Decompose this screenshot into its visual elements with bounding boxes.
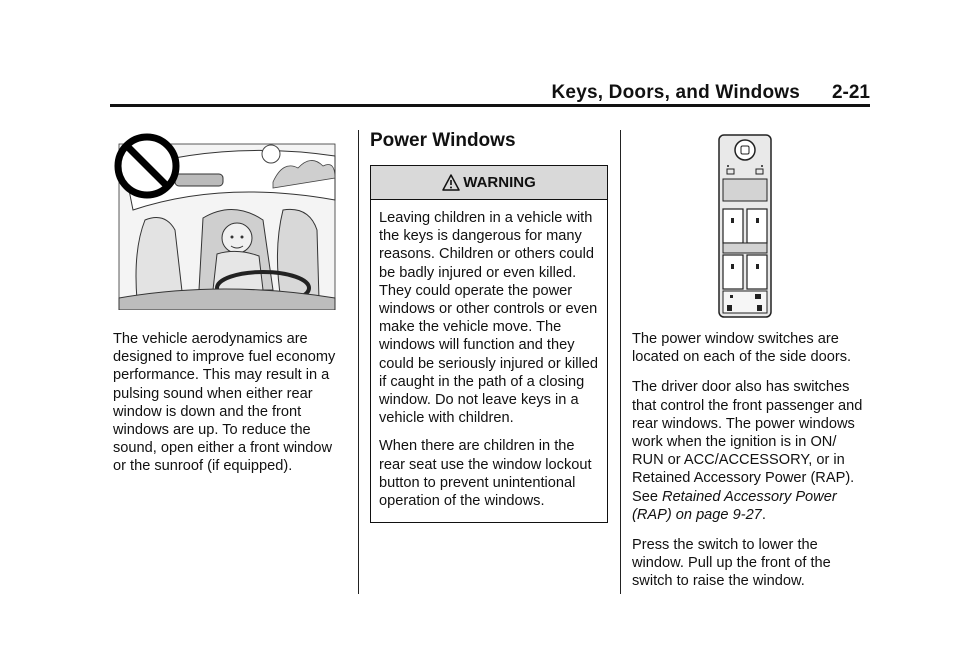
no-child-in-car-illustration (113, 130, 336, 310)
warning-paragraph-2: When there are children in the rear seat use the window lockout button to prevent unintentional operation of the windows. (379, 438, 592, 510)
warning-triangle-icon (442, 174, 460, 191)
left-column (113, 330, 343, 488)
rap-reference-link[interactable]: Retained Accessory Power (RAP) on page 9-27 (632, 488, 837, 523)
driver-door-paragraph (632, 378, 872, 524)
driver-door-suffix: . (761, 506, 766, 523)
aerodynamics-paragraph: The vehicle aerodynamics are designed to improve fuel economy performance. This may result in a pulsing sound when either rear window is down and the front windows are up. To reduce the sound, open either a front window or the sunroof (if equipped). (113, 331, 336, 475)
column-divider-left (358, 130, 359, 594)
switch-location-paragraph: The power window switches are located on each of the side doors. (632, 331, 852, 366)
middle-column (370, 130, 610, 523)
warning-body (371, 200, 607, 522)
driver-door-text: The driver door also has switches that control the front passenger and rear windows. The power windows work when the ignition is in ON/ RUN or ACC/ACCESSORY, or in Retained Accessory Power (RAP). See (632, 379, 863, 505)
operation-paragraph: Press the switch to lower the window. Pull up the front of the switch to raise the window. (632, 537, 831, 590)
warning-heading: WARNING (463, 174, 536, 191)
warning-header (371, 166, 607, 200)
section-title: Power Windows (370, 130, 516, 151)
header-title: Keys, Doors, and Windows (551, 82, 800, 103)
right-column (632, 330, 872, 603)
power-window-switch-panel-illustration (717, 133, 773, 319)
warning-box (370, 165, 608, 523)
warning-paragraph-1: Leaving children in a vehicle with the keys is dangerous for many reasons. Children or others could be badly injured or even killed. They could operate the power windows or other controls or even make the vehicle move. The windows will function and they could be seriously injured or killed if caught in the path of a closing window. Do not leave keys in a vehicle with children. (379, 210, 599, 427)
page-header (110, 82, 870, 104)
header-rule (110, 104, 870, 107)
column-divider-right (620, 130, 621, 594)
page-number: 2-21 (831, 82, 870, 103)
